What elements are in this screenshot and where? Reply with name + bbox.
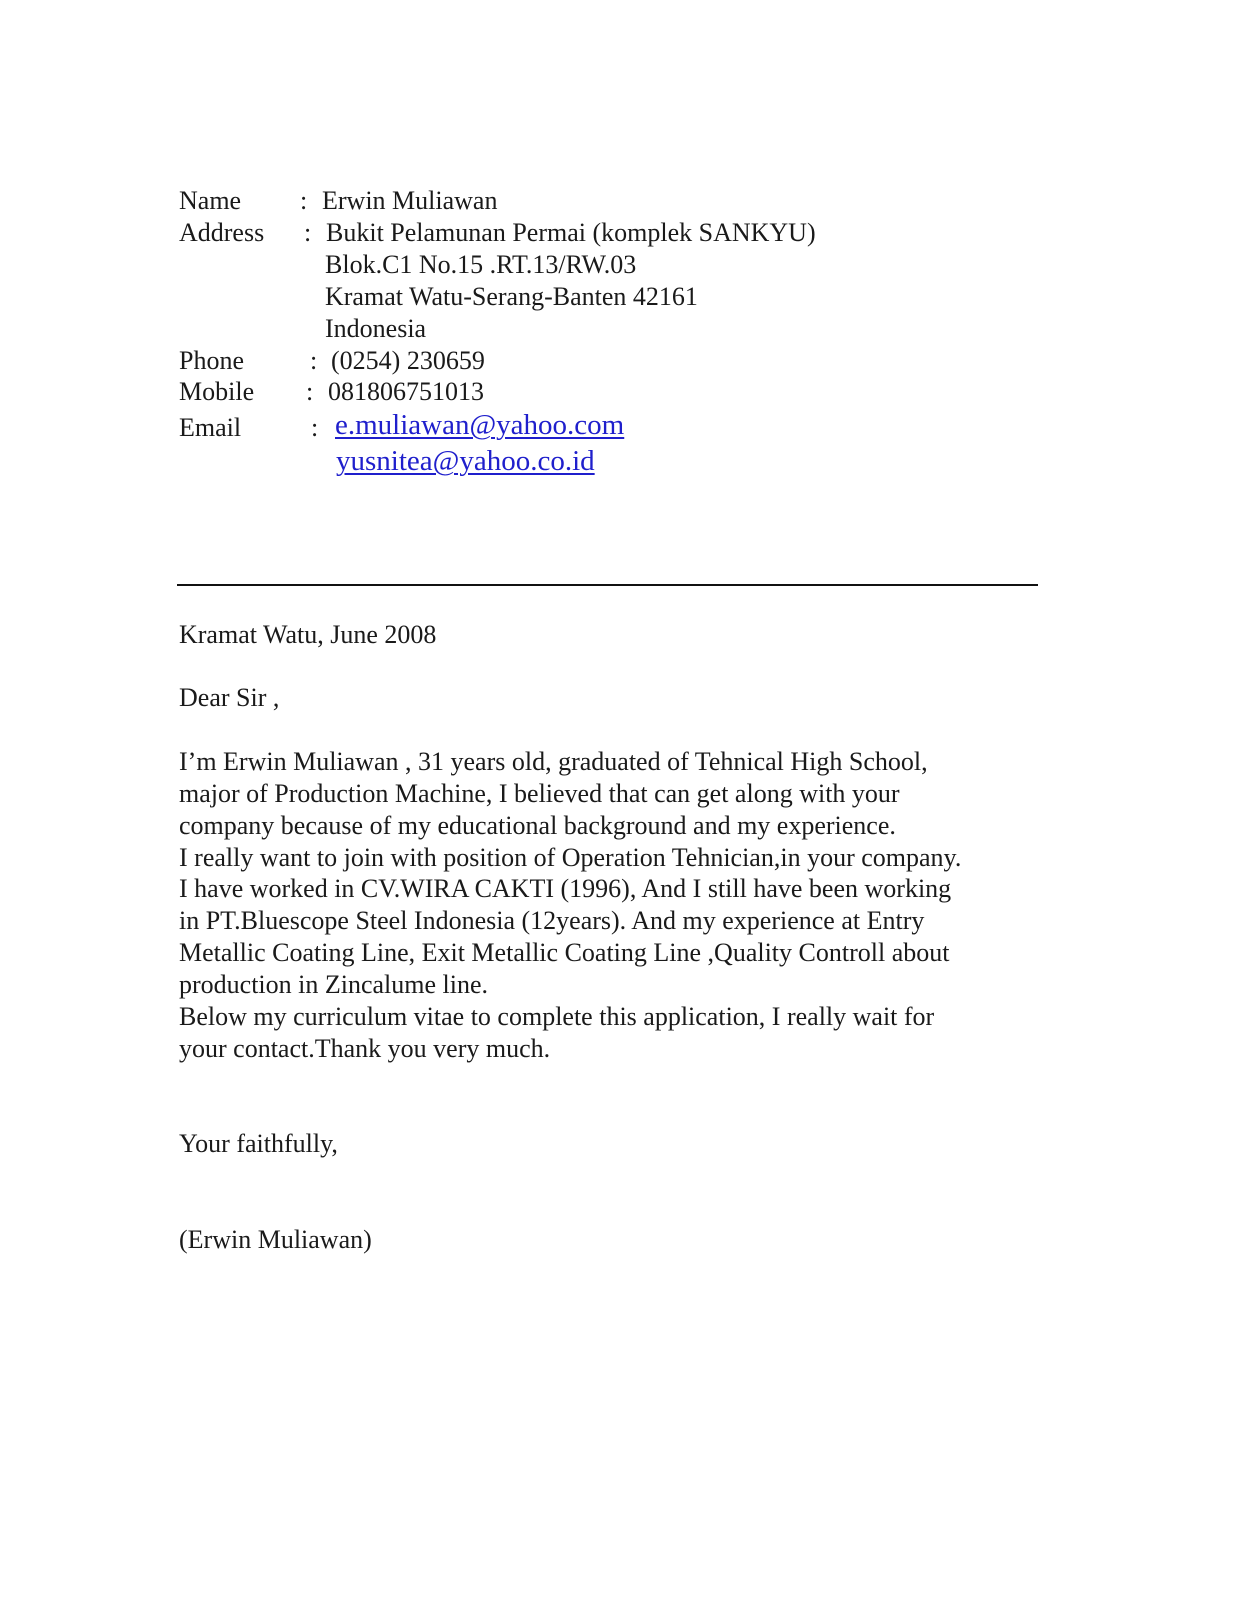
- body-line: I really want to join with position of Operation Tehnician,in your company.: [179, 843, 962, 872]
- email-link-primary[interactable]: e.muliawan@yahoo.com: [335, 409, 625, 441]
- name-colon: :: [300, 186, 308, 215]
- phone-label: Phone: [179, 346, 244, 375]
- email-colon: :: [311, 413, 319, 442]
- address-label: Address: [179, 218, 265, 247]
- name-label: Name: [179, 186, 242, 215]
- mobile-colon: :: [306, 377, 314, 406]
- body-line: major of Production Machine, I believed that can get along with your: [179, 779, 900, 808]
- body-line: I have worked in CV.WIRA CAKTI (1996), And I still have been working: [179, 874, 952, 903]
- email-row: [179, 409, 879, 484]
- body-line: Below my curriculum vitae to complete this application, I really wait for: [179, 1002, 935, 1031]
- address-row: [179, 217, 929, 345]
- salutation: Dear Sir ,: [179, 683, 280, 712]
- body-line: Metallic Coating Line, Exit Metallic Coating Line ,Quality Controll about: [179, 938, 950, 967]
- body-line: in PT.Bluescope Steel Indonesia (12years). And my experience at Entry: [179, 906, 925, 935]
- address-line-1: Bukit Pelamunan Permai (komplek SANKYU): [326, 218, 816, 247]
- address-colon: :: [304, 218, 312, 247]
- phone-value: (0254) 230659: [331, 346, 485, 375]
- phone-row: [179, 345, 879, 377]
- address-line-3: Kramat Watu-Serang-Banten 42161: [325, 282, 698, 311]
- mobile-label: Mobile: [179, 377, 255, 406]
- address-line-2: Blok.C1 No.15 .RT.13/RW.03: [325, 250, 637, 279]
- header-divider: [177, 584, 1038, 586]
- mobile-row: [179, 376, 879, 408]
- name-value: Erwin Muliawan: [322, 186, 498, 215]
- body-line: production in Zincalume line.: [179, 970, 489, 999]
- name-row: [179, 185, 879, 217]
- mobile-value: 081806751013: [328, 377, 484, 406]
- email-label: Email: [179, 413, 242, 442]
- body-line: company because of my educational background and my experience.: [179, 811, 896, 840]
- body-line: I’m Erwin Muliawan , 31 years old, graduated of Tehnical High School,: [179, 747, 928, 776]
- email-link-secondary[interactable]: yusnitea@yahoo.co.id: [336, 445, 595, 477]
- address-line-4: Indonesia: [325, 314, 427, 343]
- date-line: Kramat Watu, June 2008: [179, 620, 437, 649]
- phone-colon: :: [310, 346, 318, 375]
- signature: (Erwin Muliawan): [179, 1225, 372, 1254]
- body-line: your contact.Thank you very much.: [179, 1034, 551, 1063]
- closing: Your faithfully,: [179, 1129, 338, 1158]
